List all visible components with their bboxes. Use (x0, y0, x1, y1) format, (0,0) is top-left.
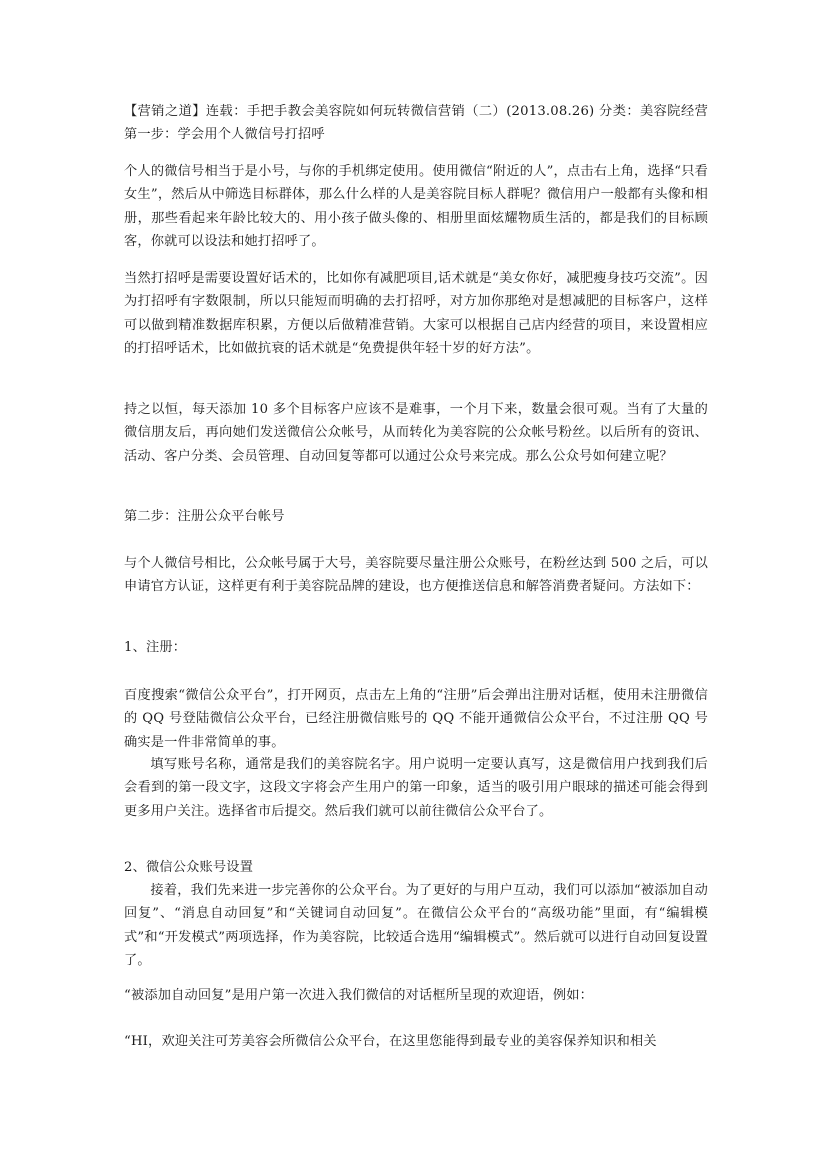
document-title: 【营销之道】连载：手把手教会美容院如何玩转微信营销（二）(2013.08.26) 分类：美容院经营 第一步：学会用个人微信号打招呼 (124, 104, 708, 143)
heading-wechat-settings: 2、微信公众账号设置 (124, 860, 254, 875)
paragraph-welcome-example: “HI，欢迎关注可芳美容会所微信公众平台，在这里您能得到最专业的美容保养知识和相关 (124, 1034, 657, 1049)
heading-register: 1、注册： (124, 640, 187, 655)
paragraph-greeting-script: 当然打招呼是需要设置好话术的，比如你有减肥项目,话术就是“美女你好，减肥瘦身技巧交流”。因为打招呼有字数限制，所以只能短而明确的去打招呼，对方加你那绝对是想减肥的目标客户，这样可以做到精准数据库积累，方便以后做精准营销。大家可以根据自己店内经营的项目，来设置相应的打招呼话术，比如做抗衰的话术就是“免费提供年轻十岁的好方法”。 (124, 271, 708, 356)
paragraph-account-name: 填写账号名称，通常是我们的美容院名字。用户说明一定要认真写，这是微信用户找到我们后会看到的第一段文字，这段文字将会产生用户的第一印象，适当的吸引用户眼球的描述可能会得到更多用户关注。选择省市后提交。然后我们就可以前往微信公众平台了。 (124, 757, 708, 819)
paragraph-persistence: 持之以恒，每天添加 10 多个目标客户应该不是难事，一个月下来，数量会很可观。当有了大量的微信朋友后，再向她们发送微信公众帐号，从而转化为美容院的公众帐号粉丝。以后所有的资讯、活动、客户分类、会员管理、自动回复等都可以通过公众号来完成。那么公众号如何建立呢？ (124, 402, 708, 464)
paragraph-register-steps: 百度搜索“微信公众平台”，打开网页，点击左上角的“注册”后会弹出注册对话框，使用未注册微信的 QQ 号登陆微信公众平台，已经注册微信账号的 QQ 不能开通微信公众平台，不过注册 QQ 号确实是一件非常简单的事。 (124, 688, 708, 750)
paragraph-personal-wechat: 个人的微信号相当于是小号，与你的手机绑定使用。使用微信“附近的人”，点击右上角，选择“只看女生”，然后从中筛选目标群体，那么什么样的人是美容院目标人群呢？微信用户一般都有头像和相册，那些看起来年龄比较大的、用小孩子做头像的、相册里面炫耀物质生活的，都是我们的目标顾客，你就可以设法和她打招呼了。 (124, 164, 708, 249)
heading-step-two: 第二步：注册公众平台帐号 (124, 509, 285, 524)
paragraph-welcome-reply: “被添加自动回复”是用户第一次进入我们微信的对话框所呈现的欢迎语，例如： (124, 988, 594, 1003)
paragraph-public-account: 与个人微信号相比，公众帐号属于大号，美容院要尽量注册公众账号，在粉丝达到 500 之后，可以申请官方认证，这样更有利于美容院品牌的建设，也方便推送信息和解答消费者疑问。方法如下： (124, 556, 708, 595)
paragraph-auto-reply: 接着，我们先来进一步完善你的公众平台。为了更好的与用户互动，我们可以添加“被添加自动回复”、“消息自动回复”和“关键词自动回复”。在微信公众平台的“高级功能”里面，有“编辑模式”和“开发模式”两项选择，作为美容院，比较适合选用“编辑模式”。然后就可以进行自动回复设置了。 (124, 883, 708, 968)
